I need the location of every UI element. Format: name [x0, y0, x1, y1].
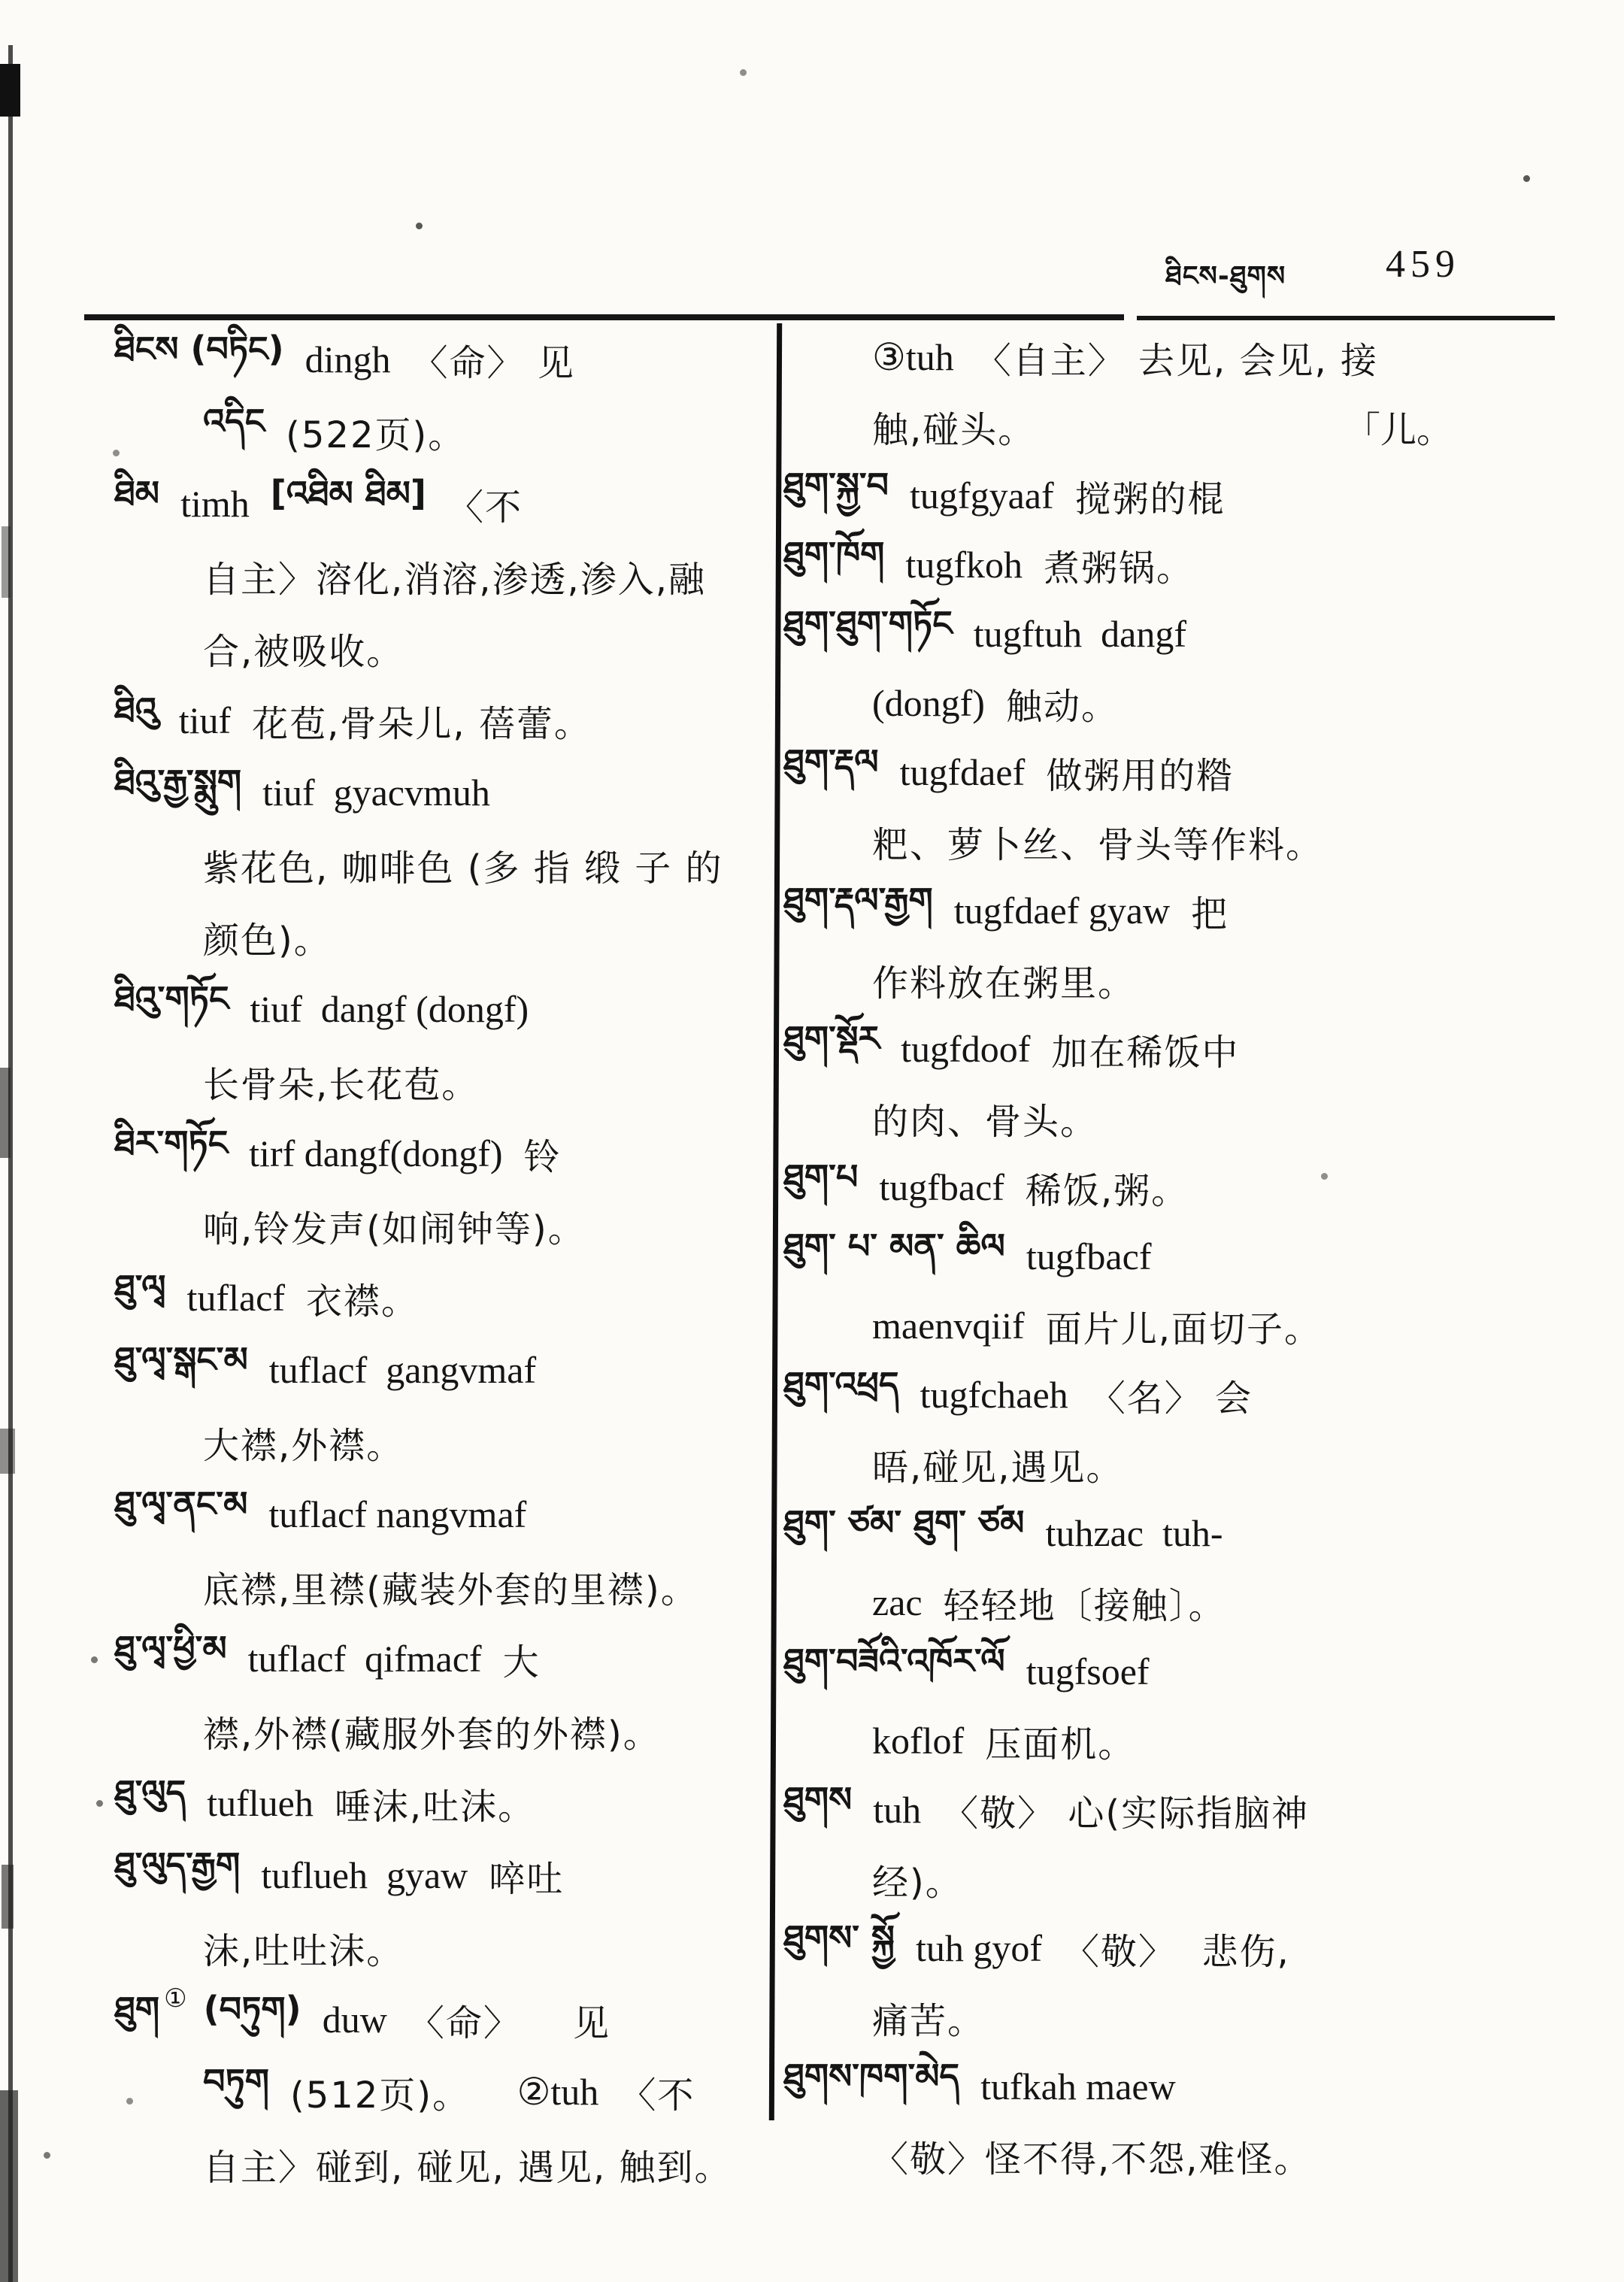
dictionary-entry-line: [114, 2056, 776, 2128]
latin-transliteration: maenvqiif: [872, 1305, 1025, 1347]
chinese-definition: 〈敬〉 悲伤,: [1063, 1930, 1290, 1973]
scan-artifact: [0, 64, 20, 117]
latin-transliteration: tuh gyof: [915, 1927, 1042, 1969]
dictionary-entry-line: [114, 1839, 776, 1911]
latin-transliteration: tuh: [873, 1789, 922, 1831]
tibetan-headword: ཐིའུ་གཏོང: [114, 977, 229, 1019]
left-column: [114, 323, 776, 2200]
chinese-definition: 底襟,里襟(藏装外套的里襟)。: [203, 1568, 698, 1611]
dictionary-entry-line: [783, 461, 1552, 530]
tibetan-headword: ཐུག་འཕྲད: [783, 1363, 899, 1405]
scan-edge-line: [8, 45, 13, 2282]
scan-speck: [44, 2152, 50, 2159]
dictionary-entry-line: [114, 1623, 776, 1695]
dictionary-entry-line: [114, 1478, 776, 1550]
tibetan-headword: ཐུག་པ: [783, 1156, 859, 1197]
chinese-definition: 花苞,骨朵儿, 蓓蕾。: [252, 702, 592, 745]
latin-transliteration: koflof: [872, 1720, 965, 1762]
tibetan-headword: ཐུག་ པ་ མན་ ཆིལ: [783, 1225, 1005, 1266]
dictionary-entry-line: [783, 599, 1552, 668]
tibetan-headword: ཐུགས: [783, 1778, 853, 1820]
latin-transliteration: duw: [322, 1999, 387, 2041]
tibetan-headword: ཐུག་ཁོག: [783, 533, 885, 574]
chinese-definition: 〈命〉 见: [411, 341, 575, 384]
latin-transliteration: tuflacf qifmacf: [247, 1638, 482, 1680]
chinese-definition: 〈敬〉怪不得,不怨,难怪。: [872, 2138, 1312, 2180]
tibetan-headword: ཐུགས་ཁག་མེད: [783, 2055, 960, 2096]
latin-transliteration: tugfsoef: [1026, 1650, 1150, 1693]
chinese-definition: 大襟,外襟。: [203, 1424, 404, 1467]
latin-transliteration: timh: [180, 483, 250, 525]
chinese-definition: 沫,吐吐沫。: [203, 1929, 404, 1972]
latin-transliteration: tiuf gyacvmuh: [262, 771, 490, 814]
tibetan-headword: འདིང: [203, 400, 265, 441]
chinese-definition: 触动。: [1005, 685, 1119, 728]
latin-transliteration: tuhzac tuh-: [1045, 1512, 1223, 1554]
scan-artifact: [0, 1429, 15, 1474]
dictionary-entry-line: [783, 1499, 1552, 1568]
chinese-definition: 自主〉碰到, 碰见, 遇见, 触到。: [203, 2146, 732, 2189]
chinese-definition: 〈名〉 会: [1089, 1377, 1253, 1420]
tibetan-headword: ཐུ་ལུད་རྒྱག: [114, 1844, 241, 1885]
chinese-definition: (522页)。: [286, 414, 466, 456]
latin-transliteration: tugfdaef gyaw: [953, 889, 1171, 932]
latin-transliteration: tugfbacf: [879, 1166, 1004, 1208]
chinese-definition: 长骨朵,长花苞。: [203, 1063, 480, 1106]
latin-transliteration: tuflacf gangvmaf: [268, 1349, 537, 1391]
chinese-definition: 自主〉溶化,消溶,渗透,渗入,融: [203, 558, 707, 601]
chinese-definition: 颜色)。: [203, 919, 332, 962]
tibetan-headword: ཐུ་ལྭ་སྒང་མ: [114, 1338, 248, 1380]
tibetan-headword: ཐུག: [114, 1988, 160, 2029]
dictionary-entry-line: [114, 1695, 776, 1767]
tibetan-headword: ཐུག་ཐུག་གཏོང: [783, 602, 953, 644]
dictionary-entry-line: [114, 1334, 776, 1406]
dictionary-entry-line: [114, 973, 776, 1045]
dictionary-entry-line: [783, 945, 1552, 1014]
latin-transliteration: zac: [872, 1581, 923, 1623]
chinese-definition: 合,被吸收。: [203, 630, 404, 673]
scan-speck: [416, 223, 423, 229]
tibetan-headword: ཐིའུ: [114, 689, 158, 730]
latin-transliteration: tiuf: [178, 699, 232, 741]
dictionary-entry-line: [783, 2052, 1552, 2121]
dictionary-entry-line: [114, 395, 776, 468]
latin-transliteration: tugfgyaaf: [910, 474, 1054, 517]
tibetan-headword: [འཐིམ ཐིམ]: [270, 472, 426, 514]
scan-speck: [1523, 175, 1530, 182]
tibetan-headword: ཐུག་རྡལ: [783, 741, 879, 782]
tibetan-headword: ཐུག་རྡལ་རྒྱག: [783, 879, 933, 920]
page-number: 459: [1386, 243, 1460, 286]
latin-transliteration: dingh: [304, 338, 391, 380]
chinese-definition: 唾沫,吐沫。: [334, 1785, 536, 1828]
header-rule-right-segment: [1137, 316, 1555, 320]
tibetan-headword: ཐིའུ་རྒྱ་སྨུག: [114, 761, 242, 802]
scan-artifact: [0, 2090, 18, 2282]
chinese-definition: 加在稀饭中: [1051, 1031, 1240, 1074]
dictionary-entry-line: [783, 1637, 1552, 1706]
chinese-definition: 轻轻地〔接触〕。: [943, 1584, 1226, 1627]
dictionary-entry-line: [783, 1360, 1552, 1429]
dictionary-entry-line: [114, 540, 776, 612]
dictionary-entry-line: [783, 876, 1552, 945]
chinese-definition: 铃: [523, 1135, 562, 1178]
chinese-definition: 稀饭,粥。: [1025, 1169, 1189, 1212]
latin-transliteration: tuflueh: [207, 1782, 314, 1824]
tibetan-headword: ཐུག་བཟོའི་འཁོར་ལོ: [783, 1640, 1005, 1681]
sense-number-superscript: ①: [164, 1983, 187, 2014]
latin-transliteration: tuflacf nangvmaf: [268, 1493, 527, 1535]
tibetan-headword: ཐུ་ལྭ: [114, 1266, 166, 1308]
tibetan-headword: ཐུ་ལུད: [114, 1771, 186, 1813]
latin-transliteration: tugftuh dangf: [973, 613, 1186, 655]
tibetan-headword: བཏུག: [203, 2060, 269, 2102]
latin-transliteration: (dongf): [872, 682, 985, 724]
chinese-definition: 响,铃发声(如闹钟等)。: [203, 1208, 586, 1250]
chinese-definition: 痛苦。: [872, 1999, 986, 2042]
latin-transliteration: tugfbacf: [1026, 1235, 1152, 1277]
chinese-definition: (512页)。: [290, 2074, 496, 2117]
latin-transliteration: tuflacf: [186, 1277, 286, 1319]
chinese-definition: 紫花色, 咖啡色 (多 指 缎 子 的: [203, 847, 723, 889]
chinese-definition: 作料放在粥里。: [872, 962, 1136, 1005]
chinese-definition: 〈命〉 见: [408, 2002, 611, 2044]
dictionary-entry-line: [783, 1083, 1552, 1153]
chinese-definition: 〈不: [447, 486, 523, 529]
tibetan-headword: ཐིམ: [114, 472, 160, 514]
dictionary-entry-line: [783, 392, 1552, 461]
dictionary-entry-line: [114, 2128, 776, 2200]
latin-transliteration: tiuf dangf (dongf): [250, 988, 529, 1030]
dictionary-entry-line: [114, 612, 776, 684]
latin-transliteration: tuflueh gyaw: [261, 1854, 468, 1896]
latin-transliteration: tugfdoof: [901, 1028, 1031, 1070]
latin-transliteration: tugfchaeh: [920, 1374, 1068, 1416]
dictionary-entry-line: [114, 829, 776, 901]
tibetan-headword: ཐུ་ལྭ་ཕྱི་མ: [114, 1627, 227, 1668]
chinese-definition: 〈不: [620, 2074, 695, 2117]
turned-line-fragment: 「儿。: [1344, 408, 1453, 451]
chinese-definition: 襟,外襟(藏服外套的外襟)。: [203, 1713, 661, 1756]
latin-transliteration: tirf dangf(dongf): [249, 1132, 503, 1174]
chinese-definition: 触,碰头。: [872, 408, 1036, 451]
tibetan-headword: ཐུགས་ སྐྱོ: [783, 1917, 895, 1958]
chinese-definition: 〈敬〉 心(实际指脑神: [942, 1792, 1310, 1835]
tibetan-headword: ཐུག་སྡོར: [783, 1017, 880, 1059]
tibetan-headword: ཐིངས (བཏིང): [114, 328, 284, 369]
tibetan-headword: ཐིར་གཏོང: [114, 1122, 229, 1163]
dictionary-entry-line: [783, 2121, 1552, 2190]
chinese-definition: 大: [502, 1641, 541, 1683]
chinese-definition: 经)。: [872, 1861, 963, 1904]
scan-speck: [96, 1800, 103, 1807]
chinese-definition: 做粥用的糌: [1046, 754, 1235, 797]
latin-transliteration: tugfdaef: [899, 751, 1026, 793]
tibetan-headword: ཐུ་ལྭ་ནང་མ: [114, 1483, 248, 1524]
chinese-definition: 啐吐: [489, 1857, 565, 1900]
dictionary-entry-line: [783, 323, 1552, 392]
scan-artifact: [2, 1865, 14, 1929]
chinese-definition: 晤,碰见,遇见。: [872, 1446, 1124, 1489]
right-column: [783, 323, 1552, 2190]
scan-artifact: [0, 1068, 11, 1158]
dictionary-entry-line: [783, 1914, 1552, 1983]
scan-artifact: [2, 526, 11, 598]
dictionary-entry-line: [114, 1117, 776, 1189]
dictionary-entry-line: [783, 1222, 1552, 1291]
tibetan-headword: ཐུག་སྐྱ་བ: [783, 464, 889, 505]
latin-transliteration: tugfkoh: [905, 544, 1023, 586]
dictionary-entry-line: [783, 738, 1552, 807]
chinese-definition: 煮粥锅。: [1043, 547, 1194, 589]
latin-transliteration: ②tuh: [517, 2071, 599, 2113]
scan-speck: [91, 1656, 98, 1663]
chinese-definition: 把: [1191, 892, 1229, 935]
chinese-definition: 粑、萝卜丝、骨头等作料。: [872, 823, 1324, 866]
chinese-definition: 衣襟。: [306, 1280, 420, 1323]
dictionary-entry-line: [783, 1844, 1552, 1914]
scan-speck: [740, 69, 747, 76]
latin-transliteration: tufkah maew: [980, 2065, 1176, 2108]
dictionary-entry-line: [783, 1014, 1552, 1083]
tibetan-headword: (བཏུག): [203, 1988, 301, 2029]
dictionary-entry-line: [783, 1775, 1552, 1844]
dictionary-entry-line: [114, 1189, 776, 1262]
dictionary-entry-line: [114, 756, 776, 829]
running-head-tibetan: ཐིངས-ཐུགས: [1165, 261, 1286, 292]
chinese-definition: 搅粥的棍: [1074, 477, 1226, 520]
chinese-definition: 面片儿,面切子。: [1045, 1308, 1322, 1350]
latin-transliteration: ③tuh: [872, 336, 954, 378]
tibetan-headword: ཐུག་ ཙམ་ ཐུག་ ཙམ: [783, 1502, 1025, 1543]
chinese-definition: 压面机。: [985, 1723, 1136, 1765]
chinese-definition: 〈自主〉 去见, 会见, 接: [974, 339, 1379, 382]
chinese-definition: 的肉、骨头。: [872, 1100, 1098, 1143]
